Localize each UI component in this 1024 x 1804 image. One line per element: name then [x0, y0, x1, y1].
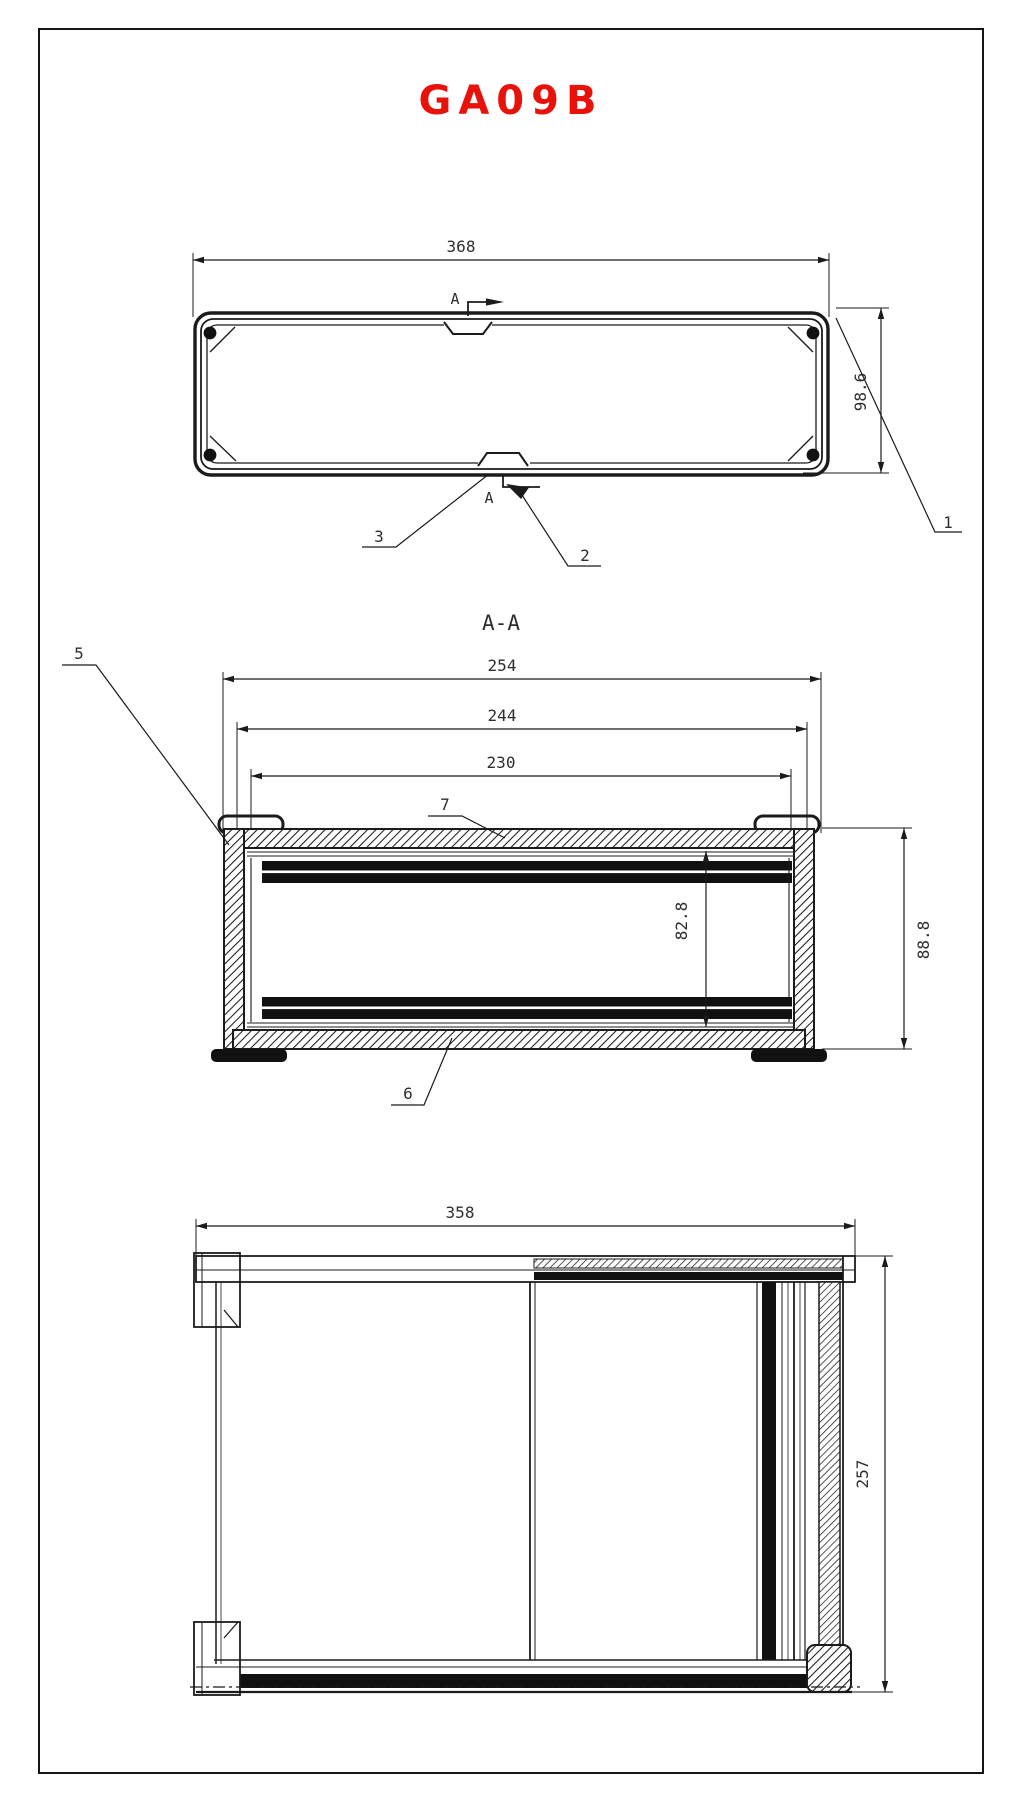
- top-notch: [444, 322, 492, 334]
- dim-244: 244: [487, 706, 517, 725]
- svg-text:3: 3: [374, 527, 384, 546]
- cover-edge-strip: [762, 1282, 776, 1660]
- bottom-notch: [478, 453, 528, 466]
- drawing-title: GA09B: [418, 78, 604, 124]
- svg-text:1: 1: [943, 513, 953, 532]
- left-wall-section: [224, 829, 244, 1049]
- callout-3: [362, 474, 489, 547]
- top-view-width-dimension: [193, 237, 829, 317]
- corner-screw: [807, 327, 820, 340]
- cover-lip-strip: [534, 1272, 843, 1280]
- svg-text:2: 2: [580, 546, 590, 565]
- bottom-left-cap: [194, 1622, 240, 1695]
- svg-text:7: 7: [440, 795, 450, 814]
- section-letter-a-bottom: A: [484, 489, 494, 507]
- right-foot: [751, 1049, 827, 1062]
- dim-88-8: 88.8: [914, 920, 933, 960]
- callout-5: [62, 644, 229, 845]
- corner-screw: [807, 449, 820, 462]
- corner-screw: [204, 327, 217, 340]
- dim-98-6: 98.6: [851, 372, 870, 412]
- section-mid-width-dimension: [237, 706, 807, 833]
- section-marker-a-bottom: [484, 475, 540, 507]
- section-outer-width-dimension: [223, 656, 821, 833]
- corner-screw: [204, 449, 217, 462]
- cover-lip-hatch: [534, 1259, 843, 1268]
- section-view: [62, 611, 933, 1105]
- section-letter-a-top: A: [450, 290, 460, 308]
- section-view-title: A-A: [482, 611, 520, 635]
- top-view: [193, 237, 962, 566]
- side-view-width-dimension: [196, 1203, 855, 1262]
- side-view-height-dimension: [847, 1256, 893, 1692]
- top-cover-section: [233, 829, 805, 848]
- dim-230: 230: [486, 753, 516, 772]
- callout-2: [520, 492, 601, 566]
- side-body: [190, 1253, 860, 1695]
- dim-82-8: 82.8: [672, 901, 691, 941]
- section-inner-width-dimension: [251, 753, 791, 838]
- right-wall-section: [794, 829, 814, 1049]
- top-left-cap: [194, 1253, 240, 1327]
- bottom-cover-section: [233, 1030, 805, 1049]
- left-foot: [211, 1049, 287, 1062]
- section-body: [211, 816, 827, 1062]
- dim-254: 254: [487, 656, 517, 675]
- dim-358: 358: [445, 1203, 475, 1222]
- bottom-right-foot: [807, 1645, 851, 1692]
- callout-1: [836, 318, 962, 532]
- section-outer-height-dimension: [822, 828, 933, 1049]
- svg-text:5: 5: [74, 644, 84, 663]
- side-view: [190, 1203, 893, 1695]
- section-arrow-top: [486, 298, 504, 305]
- enclosure-plan-outline: [195, 313, 828, 475]
- dim-368: 368: [446, 237, 476, 256]
- bottom-rail-strip: [240, 1674, 807, 1688]
- dim-257: 257: [853, 1459, 872, 1489]
- right-wall-hatch: [819, 1282, 840, 1648]
- svg-text:6: 6: [403, 1084, 413, 1103]
